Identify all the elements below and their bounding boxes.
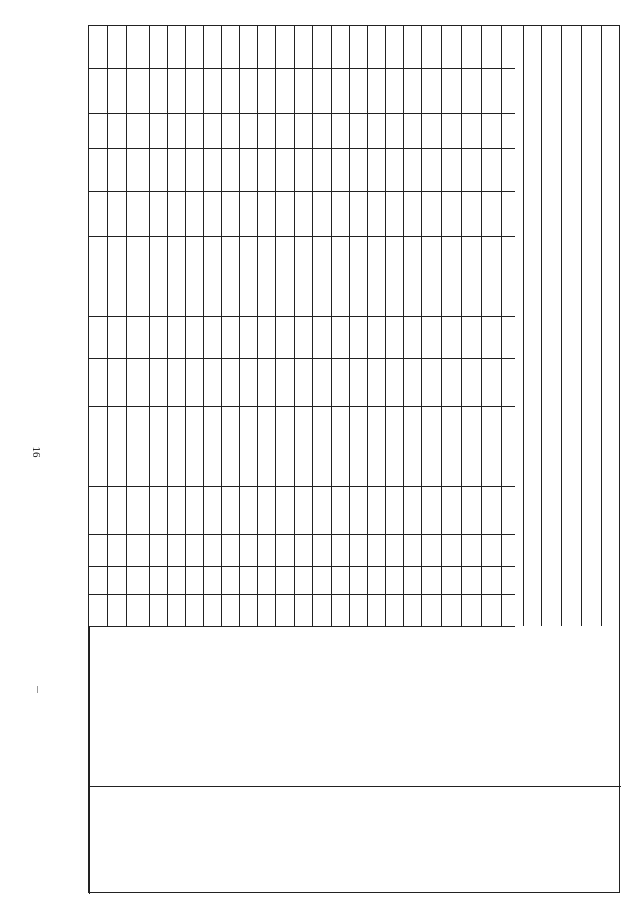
row-11-value-2-cell: [331, 236, 349, 316]
row-12-value-0-cell: [349, 358, 367, 406]
row-14-vr-cell: [385, 486, 403, 534]
row-3-vr-cell: [185, 486, 203, 534]
row-4-value-4-cell: [203, 148, 221, 191]
row-6-value-4-cell: [239, 148, 257, 191]
row-13-value-2-cell: [367, 236, 385, 316]
top-value-6-cell: [107, 68, 126, 113]
row-7-value-5-cell: [257, 113, 275, 148]
row-14-value-2-cell: [385, 236, 403, 316]
row-0-value-7-cell: [126, 26, 149, 68]
row-1-value-7-cell: [149, 26, 167, 68]
row-14-value-0-cell: [385, 358, 403, 406]
row-6-block-title-cell: [239, 626, 297, 786]
row-12-rzpr-cell: [349, 566, 367, 594]
row-3-source-cell: [185, 406, 203, 486]
row-14-value-5-cell: [385, 113, 403, 148]
row-10-value-1-cell: [312, 316, 331, 358]
row-7-value-7-cell: [257, 26, 275, 68]
row-9-value-5-cell: [294, 113, 312, 148]
row-8-vr-cell: [275, 486, 294, 534]
row-1-value-5-cell: [149, 113, 167, 148]
top-value-5-cell: [107, 113, 126, 148]
row-13-value-5-cell: [367, 113, 385, 148]
row-2-source-cell: [167, 406, 185, 486]
row-13-source-cell: [367, 406, 385, 486]
row-4-value-1-cell: [203, 316, 221, 358]
budget-table: [88, 25, 620, 893]
top-value-2-cell: [107, 236, 126, 316]
row-2-value-2-cell: [167, 236, 185, 316]
row-4-value-0-cell: [203, 358, 221, 406]
grid-h-10: [89, 566, 515, 567]
row-2-value-1-cell: [167, 316, 185, 358]
row-12-value-7-cell: [349, 26, 367, 68]
grid-v-19: [461, 26, 462, 626]
row-9-value-6-cell: [294, 68, 312, 113]
row-3-value-5-cell: [185, 113, 203, 148]
row-11-source-cell: [331, 406, 349, 486]
row-3-value-3-cell: [185, 191, 203, 236]
row-0-value-5-cell: [126, 113, 149, 148]
row-13-rzpr-cell: [367, 566, 385, 594]
row-5-value-3-cell: [221, 191, 239, 236]
row-11-value-0-cell: [331, 358, 349, 406]
header-fragment-cell: [89, 236, 107, 316]
row-6-value-3-cell: [239, 191, 257, 236]
row-1-value-3-cell: [149, 191, 167, 236]
row-11-value-4-cell: [331, 148, 349, 191]
row-0-value-3-cell: [126, 191, 149, 236]
row-7-value-0-cell: [257, 358, 275, 406]
row-5-value-4-cell: [221, 148, 239, 191]
row-11-value-1-cell: [331, 316, 349, 358]
row-5-value-0-cell: [221, 358, 239, 406]
row-11-block-title-cell: [331, 626, 349, 786]
row-8-rzpr-cell: [275, 566, 294, 594]
row-9-value-0-cell: [294, 358, 312, 406]
row-3-value-4-cell: [185, 148, 203, 191]
row-5-value-5-cell: [221, 113, 239, 148]
row-1-value-2-cell: [149, 236, 167, 316]
grid-v-26: [601, 26, 602, 626]
row-5-value-7-cell: [221, 26, 239, 68]
row-8-grbs-cell: [275, 594, 294, 626]
row-12-value-5-cell: [349, 113, 367, 148]
grid-v-24: [561, 26, 562, 626]
row-14-value-3-cell: [385, 191, 403, 236]
row-6-value-1-cell: [239, 316, 257, 358]
row-1-value-1-cell: [149, 316, 167, 358]
row-14-source-cell: [385, 406, 403, 486]
row-8-source-cell: [275, 406, 294, 486]
row-6-value-5-cell: [239, 113, 257, 148]
row-4-value-7-cell: [203, 26, 221, 68]
row-3-value-6-cell: [185, 68, 203, 113]
row-12-value-2-cell: [349, 236, 367, 316]
row-11-value-5-cell: [331, 113, 349, 148]
row-2-value-3-cell: [167, 191, 185, 236]
row-0-value-6-cell: [126, 68, 149, 113]
row-10-value-3-cell: [312, 191, 331, 236]
grid-h-11: [89, 594, 515, 595]
row-0-value-1-cell: [126, 316, 149, 358]
row-12-csr-cell: [349, 534, 367, 566]
row-5-value-1-cell: [221, 316, 239, 358]
row-7-value-4-cell: [257, 148, 275, 191]
grid-v-left: [89, 626, 90, 894]
row-12-value-4-cell: [349, 148, 367, 191]
row-5-source-cell: [221, 406, 239, 486]
page-number: 16: [30, 446, 42, 458]
row-10-value-7-cell: [312, 26, 331, 68]
row-6-value-6-cell: [239, 68, 257, 113]
row-0-value-0-cell: [126, 358, 149, 406]
grid-v-23: [541, 26, 542, 626]
row-13-value-4-cell: [367, 148, 385, 191]
grid-h-8: [89, 486, 515, 487]
row-6-value-0-cell: [239, 358, 257, 406]
row-14-value-4-cell: [385, 148, 403, 191]
row-3-value-7-cell: [185, 26, 203, 68]
row-9-value-1-cell: [294, 316, 312, 358]
row-0-source-cell: [126, 406, 149, 486]
grid-h-9: [89, 534, 515, 535]
row-13-value-0-cell: [367, 358, 385, 406]
row-11-value-6-cell: [331, 68, 349, 113]
top-source-cell: [107, 406, 126, 486]
row-6-value-2-cell: [239, 236, 257, 316]
scan-mark: [37, 686, 38, 693]
grid-v-22: [523, 26, 524, 626]
row-10-value-0-cell: [312, 358, 331, 406]
row-9-value-7-cell: [294, 26, 312, 68]
row-5-value-2-cell: [221, 236, 239, 316]
row-12-value-1-cell: [349, 316, 367, 358]
row-14-grbs-cell: [385, 594, 403, 626]
row-6-value-7-cell: [239, 26, 257, 68]
row-2-value-6-cell: [167, 68, 185, 113]
row-4-value-5-cell: [203, 113, 221, 148]
row-11-value-3-cell: [331, 191, 349, 236]
row-10-source-cell: [312, 406, 331, 486]
row-4-value-2-cell: [203, 236, 221, 316]
row-13-vr-cell: [367, 486, 385, 534]
row-13-value-3-cell: [367, 191, 385, 236]
row-1-value-6-cell: [149, 68, 167, 113]
row-12-source-cell: [349, 406, 367, 486]
row-12-value-3-cell: [349, 191, 367, 236]
row-3-grbs-cell: [185, 594, 203, 626]
grid-v-16: [403, 26, 404, 626]
row-6-source-cell: [239, 406, 257, 486]
row-9-value-3-cell: [294, 191, 312, 236]
row-13-csr-cell: [367, 534, 385, 566]
row-13-grbs-cell: [367, 594, 385, 626]
top-value-1-cell: [107, 316, 126, 358]
row-2-value-0-cell: [167, 358, 185, 406]
row-7-value-2-cell: [257, 236, 275, 316]
top-value-7-cell: [107, 26, 126, 68]
top-value-0-cell: [107, 358, 126, 406]
top-value-3-cell: [107, 191, 126, 236]
row-8-value-3-cell: [275, 191, 294, 236]
row-13-value-7-cell: [367, 26, 385, 68]
row-4-source-cell: [203, 406, 221, 486]
activity-2-13-cell: [331, 786, 621, 894]
row-8-value-2-cell: [275, 236, 294, 316]
row-2-value-5-cell: [167, 113, 185, 148]
row-14-value-1-cell: [385, 316, 403, 358]
row-12-grbs-cell: [349, 594, 367, 626]
row-7-value-6-cell: [257, 68, 275, 113]
row-14-rzpr-cell: [385, 566, 403, 594]
row-8-value-4-cell: [275, 148, 294, 191]
row-3-value-1-cell: [185, 316, 203, 358]
grid-v-20: [481, 26, 482, 626]
row-8-value-0-cell: [275, 358, 294, 406]
grid-v-17: [421, 26, 422, 626]
row-2-value-4-cell: [167, 148, 185, 191]
row-0-value-4-cell: [126, 148, 149, 191]
row-12-vr-cell: [349, 486, 367, 534]
row-3-value-2-cell: [185, 236, 203, 316]
activity-2-12-cell: [126, 786, 331, 894]
row-10-value-5-cell: [312, 113, 331, 148]
row-2-value-7-cell: [167, 26, 185, 68]
row-5-value-6-cell: [221, 68, 239, 113]
row-14-csr-cell: [385, 534, 403, 566]
row-1-block-title-cell: [149, 626, 167, 786]
row-0-value-2-cell: [126, 236, 149, 316]
row-1-value-4-cell: [149, 148, 167, 191]
row-13-value-1-cell: [367, 316, 385, 358]
grid-v-18: [441, 26, 442, 626]
row-9-value-4-cell: [294, 148, 312, 191]
row-10-value-6-cell: [312, 68, 331, 113]
row-14-value-7-cell: [385, 26, 403, 68]
grid-v-21: [501, 26, 502, 626]
row-1-source-cell: [149, 406, 167, 486]
row-14-value-6-cell: [385, 68, 403, 113]
row-8-value-6-cell: [275, 68, 294, 113]
row-10-value-4-cell: [312, 148, 331, 191]
row-8-value-1-cell: [275, 316, 294, 358]
row-9-value-2-cell: [294, 236, 312, 316]
row-8-value-5-cell: [275, 113, 294, 148]
row-9-source-cell: [294, 406, 312, 486]
row-3-value-0-cell: [185, 358, 203, 406]
row-3-csr-cell: [185, 534, 203, 566]
row-7-source-cell: [257, 406, 275, 486]
row-8-csr-cell: [275, 534, 294, 566]
row-11-value-7-cell: [331, 26, 349, 68]
row-1-value-0-cell: [149, 358, 167, 406]
top-value-4-cell: [107, 148, 126, 191]
row-7-value-3-cell: [257, 191, 275, 236]
row-4-value-3-cell: [203, 191, 221, 236]
row-13-value-6-cell: [367, 68, 385, 113]
grid-v-25: [581, 26, 582, 626]
row-12-value-6-cell: [349, 68, 367, 113]
row-8-value-7-cell: [275, 26, 294, 68]
row-10-value-2-cell: [312, 236, 331, 316]
row-3-rzpr-cell: [185, 566, 203, 594]
row-7-value-1-cell: [257, 316, 275, 358]
row-4-value-6-cell: [203, 68, 221, 113]
